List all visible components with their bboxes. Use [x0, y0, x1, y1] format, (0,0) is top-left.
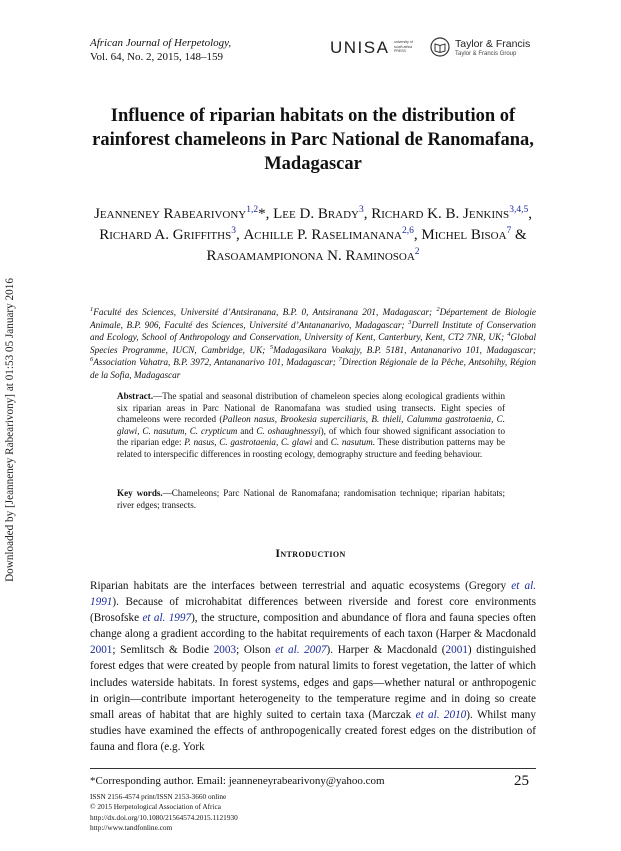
author-entry: [243, 227, 421, 243]
author-separator: &: [511, 227, 527, 243]
author-entry: [273, 206, 371, 222]
body-text: ), the structure, composition and abundance of flora and fauna species often change along a gradient according to the habitat requirements of each taxon (Harper & Macdonald: [90, 612, 537, 641]
author-separator: ,: [235, 227, 244, 243]
affil-text: Association Vahatra, B.P. 3972, Antananarivo 101, Madagascar;: [93, 357, 339, 368]
citation-link[interactable]: [142, 612, 191, 624]
author-separator: ,: [413, 227, 422, 243]
author-name: Achille P. Raselimanana: [243, 227, 403, 243]
keywords-label: Key words.: [117, 488, 163, 498]
unisa-subtext: university of south africa PRESS: [394, 40, 413, 53]
affil-text: Département de Biologie Animale, B.P. 906, Faculté des Sciences, Université d’Antananarivo, Madagascar;: [90, 307, 536, 330]
abstract-text: and: [237, 425, 257, 436]
publisher-name: Taylor & Francis: [455, 38, 531, 50]
taylor-francis-book-icon: [430, 37, 450, 57]
body-text: ). Whilst many studies have examined the effects of anthropogenically created forest edges on the distribution of fauna and flora (e.g. York: [90, 708, 536, 753]
author-name: Richard K. B. Jenkins: [371, 206, 510, 222]
abstract-text: —The spatial and seasonal distribution of chameleon species along ecological gradients within six riparian areas in Parc National de Ranomafana was studied using transects. Eight species of chameleons were recorded (: [117, 391, 505, 424]
citation-link[interactable]: 2001: [90, 644, 113, 657]
corresponding-author-note: *Corresponding author. Email: jeanneneyrabearivony@yahoo.com: [90, 775, 385, 787]
body-text: ; Semlitsch & Bodie: [112, 644, 214, 657]
author-affil-ref[interactable]: 2,6: [402, 226, 414, 236]
author-separator: ,: [528, 206, 532, 222]
species-name: C. nasutum: [330, 437, 373, 447]
affil-marker: 6: [90, 356, 94, 364]
author-affil-ref[interactable]: 2: [414, 247, 420, 257]
abstract-text: ), of which four showed significant association to the riparian edge:: [117, 425, 505, 447]
author-name: Richard A. Griffiths: [99, 227, 232, 243]
publisher-group: Taylor & Francis Group: [455, 51, 517, 57]
doi-link[interactable]: http://dx.doi.org/10.1080/21564574.2015.1121930: [90, 812, 238, 822]
unisa-logo: UNISA: [330, 38, 390, 57]
article-title: Influence of riparian habitats on the distribution of rainforest chameleons in Parc National de Ranomafana, Madagascar: [92, 106, 534, 174]
citation-et-al[interactable]: et al. 2010: [415, 708, 467, 721]
species-list: Palleon nasus, Brookesia superciliaris, B. thieli, Calumma gastrotaenia, C. glawi, C. nasutum, C. crypticum: [117, 414, 505, 436]
citation-et-al[interactable]: et al. 1997: [142, 612, 192, 625]
keywords: [117, 488, 505, 511]
issn-line: ISSN 2156-4574 print/ISSN 2153-3660 online: [90, 792, 227, 801]
affil-marker: 5: [269, 343, 274, 351]
download-text: Downloaded by [Jeanneney Rabearivony] at 01:53 05 January 2016: [4, 278, 16, 582]
body-text: ; Olson: [236, 644, 276, 657]
author-name: Jeanneney Rabearivony: [94, 206, 247, 222]
publication-info: [90, 792, 238, 833]
affil-marker: 4: [507, 331, 511, 339]
affil-text: Direction Régionale de la Pêche, Antsohihy, Région de la Sofia, Madagascar: [90, 357, 536, 380]
species-list: P. nasus, C. gastrotaenia, C. glawi: [184, 437, 313, 447]
author-separator: ,: [363, 206, 372, 222]
keywords-text: —Chameleons; Parc National de Ranomafana; randomisation technique; riparian habitats; river edges; transects.: [117, 488, 505, 510]
affil-text: Durrell Institute of Conservation and Ecology, School of Anthropology and Conservation, University of Kent, Canterbury, Kent, CT2 7NR, UK;: [90, 319, 536, 343]
website-link[interactable]: http://www.tandfonline.com: [90, 822, 173, 832]
author-entry: [421, 227, 526, 243]
abstract-label: Abstract.: [117, 391, 154, 401]
citation-et-al[interactable]: et al. 2007: [275, 644, 327, 657]
author-affil-ref[interactable]: 3: [359, 205, 364, 215]
author-affil-ref[interactable]: 7: [506, 226, 512, 236]
affil-marker: 3: [408, 318, 412, 326]
journal-citation: [90, 36, 231, 64]
body-text: ) distinguished forest edges that were created by people from natural limits to forest vegetation, the latter of which includes waterside habitats. In forest systems, edges and gaps—whether natural or anthropogenic in origin—contribute important heterogeneity to the temperature regime and in doing so create small areas of habitat that are highly suited to certain taxa (Marczak: [90, 644, 536, 721]
citation-link[interactable]: 2003: [213, 644, 237, 657]
citation-link[interactable]: [416, 709, 467, 721]
author-name: Lee D. Brady: [273, 206, 359, 222]
author-separator: *,: [258, 206, 274, 222]
author-name: Rasoamampionona N. Raminosoa: [206, 248, 415, 264]
author-name: Michel Bisoa: [421, 227, 507, 243]
introduction-paragraph: [90, 578, 536, 755]
copyright-line: © 2015 Herpetological Association of Africa: [90, 802, 221, 812]
citation-link[interactable]: 2001: [445, 644, 468, 657]
author-entry: [371, 206, 532, 222]
download-watermark: [0, 0, 20, 851]
journal-name: African Journal of Herpetology,: [90, 37, 232, 49]
citation-et-al[interactable]: et al. 1991: [90, 580, 536, 609]
author-affil-ref[interactable]: 1,2: [246, 205, 259, 215]
abstract-text: and: [312, 437, 331, 447]
species-name: C. oshaughnessyi: [256, 425, 321, 436]
author-list: [85, 204, 541, 267]
body-text: ). Because of microhabitat differences between riverside and forest core environments (Brosofske: [90, 596, 536, 625]
body-text: ). Harper & Macdonald (: [326, 644, 446, 657]
author-entry: [94, 206, 273, 222]
affiliations: [90, 306, 536, 382]
affil-marker: 1: [90, 305, 94, 313]
publisher-logos: [330, 36, 540, 66]
section-heading-introduction: Introduction: [275, 546, 346, 560]
author-entry: [99, 227, 243, 243]
abstract: [117, 391, 505, 460]
abstract-text: . These distribution patterns may be related to interspecific differences in roosting ecology, demography structure and feeding behaviour.: [117, 437, 505, 459]
affil-marker: 7: [338, 356, 342, 364]
body-text: Riparian habitats are the interfaces between terrestrial and aquatic ecosystems (Gregory: [90, 580, 512, 592]
footnote-divider: [90, 768, 536, 769]
author-affil-ref[interactable]: 3: [231, 226, 236, 236]
page-number: 25: [514, 773, 529, 789]
affil-text: Madagasikara Voakajy, B.P. 5181, Antananarivo 101, Madagascar;: [273, 344, 537, 355]
volume-info: Vol. 64, No. 2, 2015, 148–159: [90, 51, 224, 63]
affil-text: Faculté des Sciences, Université d’Antsiranana, B.P. 0, Antsiranana 201, Madagascar;: [93, 307, 437, 317]
affil-text: Global Species Programme, IUCN, Cambridge, UK;: [90, 332, 536, 355]
author-affil-ref[interactable]: 3,4,5: [509, 205, 529, 215]
author-entry: [206, 248, 419, 264]
citation-link[interactable]: [275, 644, 326, 656]
affil-marker: 2: [436, 305, 440, 313]
